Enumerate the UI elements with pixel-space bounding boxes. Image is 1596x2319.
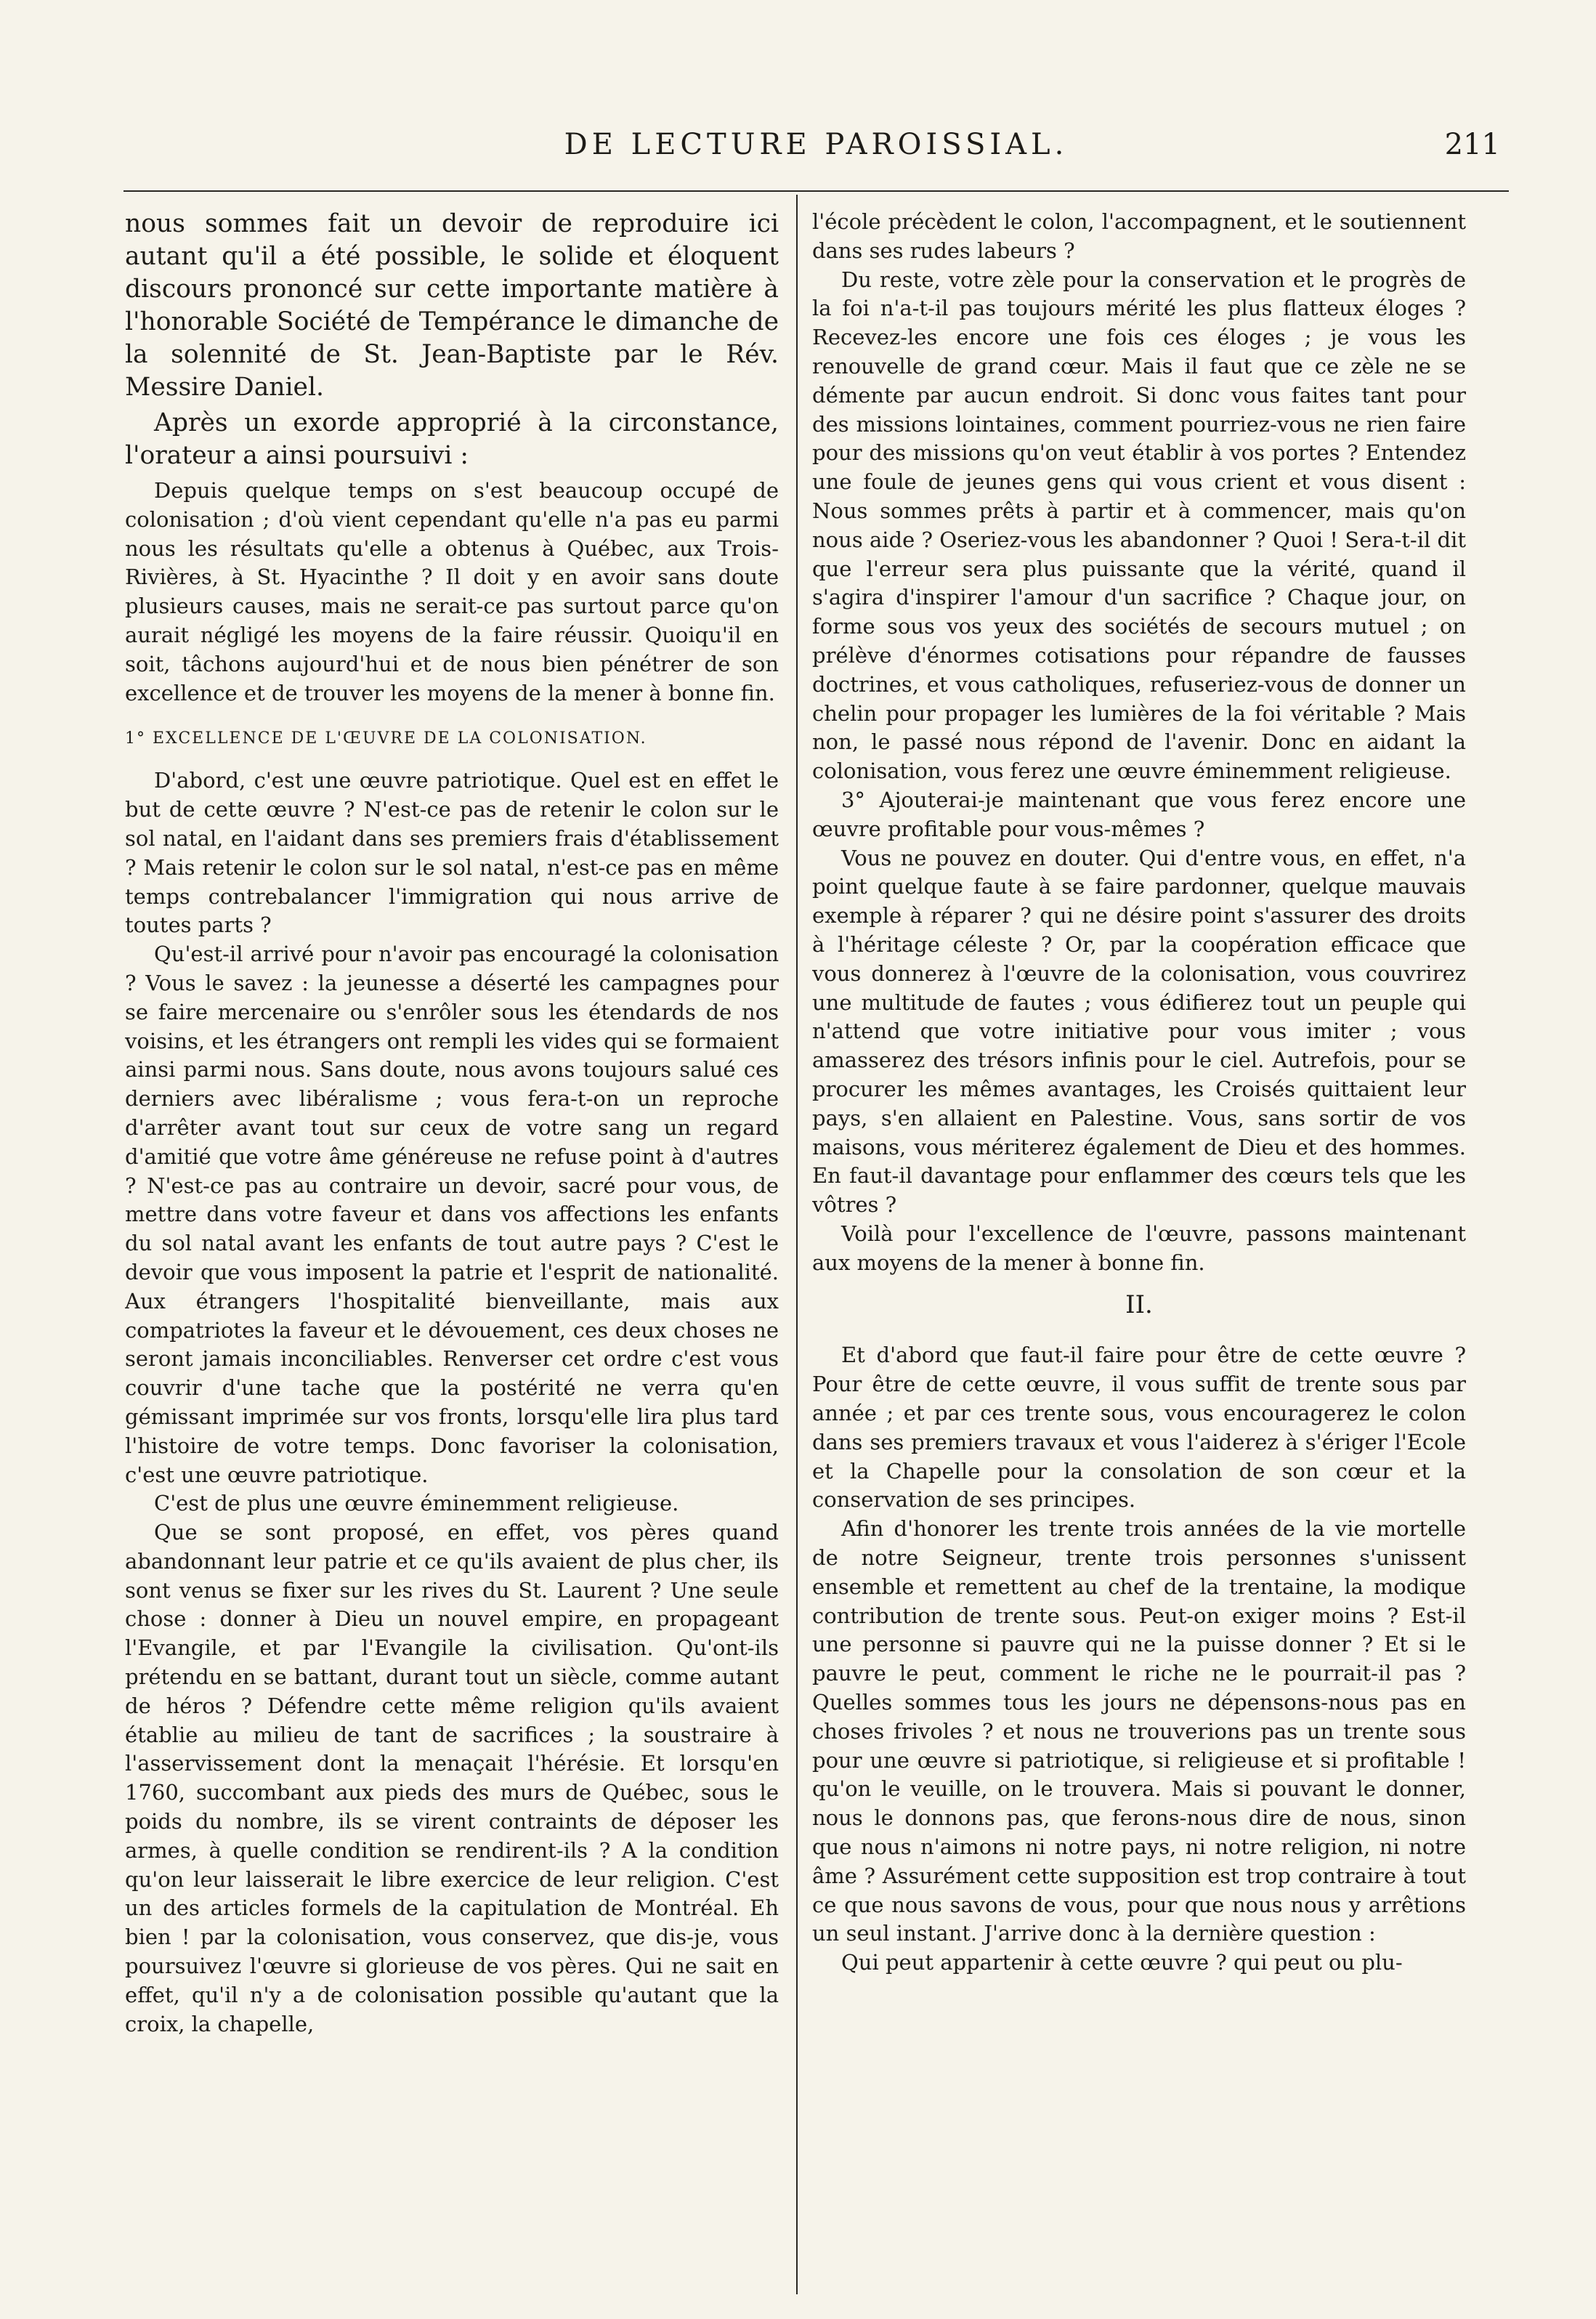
column-divider: [796, 195, 798, 2294]
header-rule: [123, 190, 1509, 192]
body-paragraph: 3° Ajouterai-je maintenant que vous ferez encore une œuvre profitable pour vous-mêmes ?: [812, 787, 1466, 841]
body-paragraph: C'est de plus une œuvre éminemment religieuse.: [154, 1491, 679, 1516]
body-paragraph: Et d'abord que faut-il faire pour être de cette œuvre ? Pour être de cette œuvre, il vous suffit de trente sous par année ; et par ces trente sous, vous encouragerez le colon dans ses premiers travaux et vous l'aiderez à s'ériger l'Ecole et la Chapelle pour la consolation de son cœur et la conservation de ses principes.: [812, 1343, 1466, 1513]
body-paragraph: Qui peut appartenir à cette œuvre ? qui peut ou plu-: [841, 1950, 1403, 1975]
body-paragraph: Que se sont proposé, en effet, vos pères quand abandonnant leur patrie et ce qu'ils avaient de plus cher, ils sont venus se fixer sur les rives du St. Laurent ? Une seule chose : donner à Dieu un nouvel empire, en propageant l'Evangile, et par l'Evangile la civilisation. Qu'ont-ils prétendu en se battant, durant tout un siècle, comme autant de héros ? Défendre cette même religion qu'ils avaient établie au milieu de tant de sacrifices ; la soustraire à l'asservissement dont la menaçait l'hérésie. Et lorsqu'en 1760, succombant aux pieds des murs de Québec, sous le poids du nombre, ils se virent contraints de déposer les armes, à quelle condition se rendirent-ils ? A la condition qu'on leur laisserait le libre exercice de leur religion. C'est un des articles formels de la capitulation de Montréal. Eh bien ! par la colonisation, vous conservez, que dis-je, vous poursuivez l'œuvre si glorieuse de vos pères. Qui ne sait en effet, qu'il n'y a de colonisation possible qu'autant que la croix, la chapelle,: [125, 1520, 779, 2036]
page-number: 211: [1444, 128, 1500, 161]
body-paragraph: Depuis quelque temps on s'est beaucoup occupé de colonisation ; d'où vient cependant qu'elle n'a pas eu parmi nous les résultats qu'elle a obtenus à Québec, aux Trois-Rivières, à St. Hyacinthe ? Il doit y en avoir sans doute plusieurs causes, mais ne serait-ce pas surtout parce qu'on aurait négligé les moyens de la faire réussir. Quoiqu'il en soit, tâchons aujourd'hui et de nous bien pénétrer de son excellence et de trouver les moyens de la mener à bonne fin.: [125, 478, 779, 705]
body-paragraph: Voilà pour l'excellence de l'œuvre, passons maintenant aux moyens de la mener à bonne fin.: [812, 1221, 1466, 1275]
body-paragraph: Vous ne pouvez en douter. Qui d'entre vous, en effet, n'a point quelque faute à se faire pardonner, quelque mauvais exemple à réparer ? qui ne désire point s'assurer des droits à l'héritage céleste ? Or, par la coopération efficace que vous donnerez à l'œuvre de la colonisation, vous couvrirez une multitude de fautes ; vous édifierez tout un peuple qui n'attend que votre initiative pour vous imiter ; vous amasserez des trésors infinis pour le ciel. Autrefois, pour se procurer les mêmes avantages, les Croisés quittaient leur pays, s'en allaient en Palestine. Vous, sans sortir de vos maisons, vous mériterez également de Dieu et des hommes. En faut-il davantage pour enflammer des cœurs tels que les vôtres ?: [812, 845, 1466, 1218]
body-paragraph: l'école précèdent le colon, l'accompagnent, et le soutiennent dans ses rudes labeurs ?: [812, 209, 1466, 263]
right-column: [812, 208, 1466, 2300]
section-heading: 1° EXCELLENCE DE L'ŒUVRE DE LA COLONISATION.: [125, 729, 647, 748]
section-numeral: II.: [1125, 1290, 1153, 1320]
intro-paragraph: Après un exorde approprié à la circonstance, l'orateur a ainsi poursuivi :: [125, 408, 779, 470]
intro-paragraph: nous sommes fait un devoir de reproduire ici autant qu'il a été possible, le solide et éloquent discours prononcé sur cette importante matière à l'honorable Société de Tempérance le dimanche de la solennité de St. Jean-Baptiste par le Rév. Messire Daniel.: [125, 209, 779, 402]
body-paragraph: D'abord, c'est une œuvre patriotique. Quel est en effet le but de cette œuvre ? N'est-ce pas de retenir le colon sur le sol natal, en l'aidant dans ses premiers frais d'établissement ? Mais retenir le colon sur le sol natal, n'est-ce pas en même temps contrebalancer l'immigration qui nous arrive de toutes parts ?: [125, 768, 779, 938]
left-column: [125, 208, 779, 2300]
body-paragraph: Afin d'honorer les trente trois années de la vie mortelle de notre Seigneur, trente trois personnes s'unissent ensemble et remettent au chef de la trentaine, la modique contribution de trente sous. Peut-on exiger moins ? Est-il une personne si pauvre qui ne la puisse donner ? Et si le pauvre le peut, comment le riche ne le pourrait-il pas ? Quelles sommes tous les jours ne dépensons-nous pas en choses frivoles ? et nous ne trouverions pas un trente sous pour une œuvre si patriotique, si religieuse et si profitable ! qu'on le veuille, on le trouvera. Mais si pouvant le donner, nous le donnons pas, que ferons-nous dire de nous, sinon que nous n'aimons ni notre pays, ni notre religion, ni notre âme ? Assurément cette supposition est trop contraire à tout ce que nous savons de vous, pour que nous nous y arrêtions un seul instant. J'arrive donc à la dernière question :: [812, 1516, 1466, 1946]
running-head: [123, 122, 1509, 166]
body-paragraph: Du reste, votre zèle pour la conservation et le progrès de la foi n'a-t-il pas toujours mérité les plus flatteux éloges ? Recevez-les encore une fois ces éloges ; je vous les renouvelle de grand cœur. Mais il faut que ce zèle ne se démente par aucun endroit. Si donc vous faites tant pour des missions lointaines, comment pourriez-vous ne rien faire pour des missions qu'on veut établir à vos portes ? Entendez une foule de jeunes gens qui vous crient et vous disent : Nous sommes prêts à partir et à commencer, mais qu'on nous aide ? Oseriez-vous les abandonner ? Quoi ! Sera-t-il dit que l'erreur sera plus puissante que la vérité, quand il s'agira d'inspirer l'amour d'un sacrifice ? Chaque jour, on forme sous vos yeux des sociétés de secours mutuel ; on prélève d'énormes cotisations pour répandre de fausses doctrines, et vous catholiques, refuseriez-vous de donner un chelin pour propager les lumières de la foi véritable ? Mais non, le passé nous répond de l'avenir. Donc en aidant la colonisation, vous ferez une œuvre éminemment religieuse.: [812, 267, 1466, 784]
body-paragraph: Qu'est-il arrivé pour n'avoir pas encouragé la colonisation ? Vous le savez : la jeunesse a déserté les campagnes pour se faire mercenaire ou s'enrôler sous les étendards de nos voisins, et les étrangers ont rempli les vides qui se formaient ainsi parmi nous. Sans doute, nous avons toujours salué ces derniers avec libéralisme ; vous fera-t-on un reproche d'arrêter avant tout sur ceux de votre sang un regard d'amitié que votre âme généreuse ne refuse point à d'autres ? N'est-ce pas au contraire un devoir, sacré pour vous, de mettre dans votre faveur et dans vos affections les enfants du sol natal avant les enfants de tout autre pays ? C'est le devoir que vous imposent la patrie et l'esprit de nationalité. Aux étrangers l'hospitalité bienveillante, mais aux compatriotes la faveur et le dévouement, ces deux choses ne seront jamais inconciliables. Renverser cet ordre c'est vous couvrir d'une tache que la postérité ne verra qu'en gémissant imprimée sur vos fronts, lorsqu'elle lira plus tard l'histoire de votre temps. Donc favoriser la colonisation, c'est une œuvre patriotique.: [125, 942, 779, 1487]
running-title: DE LECTURE PAROISSIAL.: [564, 128, 1069, 161]
